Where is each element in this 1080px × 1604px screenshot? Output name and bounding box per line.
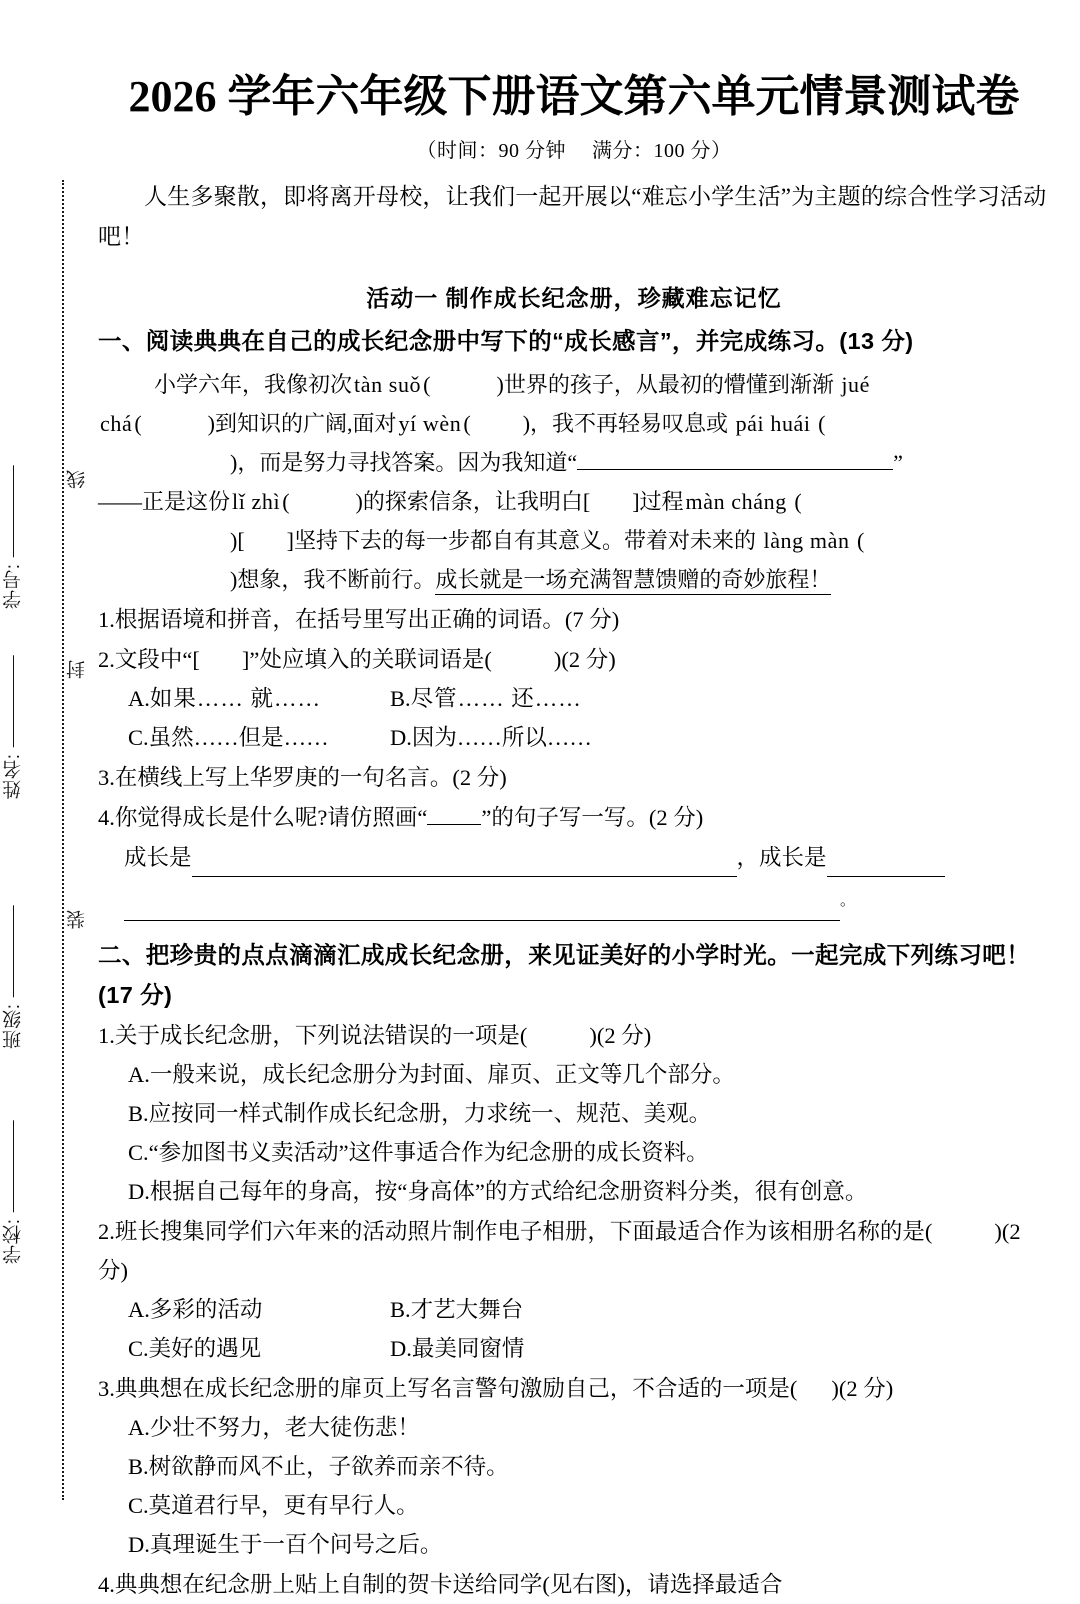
margin-field-class	[0, 905, 46, 1049]
question-score: (7 分)	[564, 606, 620, 632]
page-title: 2026 学年六年级下册语文第六单元情景测试卷	[128, 72, 1020, 121]
option-key: C.	[128, 1335, 149, 1361]
option-key: D.	[128, 1178, 150, 1204]
question-text: ”的句子写一写。	[481, 804, 649, 830]
pinyin-tansuo: tàn suǒ	[354, 371, 422, 397]
option-C[interactable]	[98, 1486, 1050, 1525]
question-score: (2 分)	[648, 804, 704, 830]
option-key: C.	[128, 1492, 149, 1518]
passage-text: 世界的孩子，从最初的懵懂到渐渐	[503, 371, 834, 397]
question-score: )(2 分)	[831, 1375, 894, 1401]
question-text: 文段中“[	[114, 646, 200, 672]
option-C[interactable]	[128, 1329, 390, 1368]
passage-text: )想象，我不断前行。	[230, 566, 436, 592]
question-number: 3.	[98, 764, 115, 790]
option-D[interactable]	[98, 1525, 1050, 1564]
question-text: 根据语境和拼音，在括号里写出正确的词语。	[114, 606, 565, 632]
question-1-2	[98, 640, 1050, 679]
option-row	[98, 718, 1050, 757]
option-text: 应按同一样式制作成长纪念册，力求统一、规范、美观。	[148, 1100, 712, 1126]
question-number: 1.	[98, 606, 115, 632]
option-D[interactable]	[390, 1336, 524, 1361]
question-number: 4.	[98, 804, 115, 830]
passage-text: 的探索信条，让我明白[	[362, 488, 591, 514]
question-text: ]”处应填入的关联词语是(	[241, 646, 492, 672]
question-score: )(2 分)	[553, 646, 616, 672]
passage-text: 小学六年，我像初次	[154, 371, 353, 397]
passage-text: ]过程	[632, 488, 684, 514]
option-B[interactable]	[390, 1297, 523, 1322]
option-text: 尽管…… 还……	[410, 685, 582, 711]
option-text: 因为……所以……	[411, 724, 592, 750]
option-text: 树欲静而风不止，子欲养而亲不待。	[148, 1453, 509, 1479]
question-text: 关于成长纪念册，下列说法错误的一项是(	[114, 1022, 528, 1048]
section-two-heading: 二、把珍贵的点点滴滴汇成成长纪念册，来见证美好的小学时光。一起完成下列练习吧！(17 分)	[98, 941, 1031, 1008]
question-number: 2.	[98, 646, 115, 672]
quote-blank-line[interactable]	[577, 447, 893, 470]
option-text: 美好的遇见	[148, 1335, 262, 1361]
question-score: )(2 分)	[98, 1218, 1021, 1283]
passage-text: ”	[893, 449, 903, 475]
question-1-4	[98, 798, 1050, 837]
answer-prompt: 成长是	[124, 844, 192, 870]
option-A[interactable]	[128, 679, 390, 718]
answer-blank-2[interactable]	[827, 852, 945, 877]
question-2-2	[98, 1212, 1050, 1290]
option-B[interactable]	[390, 686, 582, 711]
passage-text: ——正是这份	[98, 488, 231, 514]
exam-paper-body	[98, 0, 1050, 1597]
exam-total-score: 满分：100 分）	[592, 139, 732, 162]
pinyin-lizhi: lǐ zhì	[232, 488, 281, 514]
question-number: 2.	[98, 1218, 115, 1244]
passage-text: 到知识的广阔,面对	[215, 410, 397, 436]
section-one-heading: 一、阅读典典在自己的成长纪念册中写下的“成长感言”，并完成练习。(13 分)	[98, 327, 914, 354]
option-text: 多彩的活动	[149, 1296, 263, 1322]
option-key: A.	[128, 1296, 150, 1322]
question-score: )(2 分)	[589, 1022, 652, 1048]
option-row	[98, 679, 1050, 718]
margin-field-label: 姓名:	[3, 753, 24, 800]
intro-paragraph: 人生多聚散，即将离开母校，让我们一起开展以“难忘小学生活”为主题的综合性学习活动吧！	[98, 183, 1047, 249]
margin-field-name	[0, 655, 46, 799]
pinyin-langman: làng màn	[763, 527, 850, 553]
option-key: D.	[390, 1335, 412, 1361]
underlined-sentence: 成长就是一场充满智慧馈赠的奇妙旅程！	[435, 567, 831, 595]
option-key: C.	[128, 724, 149, 750]
option-key: B.	[390, 685, 411, 711]
question-2-1	[98, 1016, 1050, 1055]
option-text: 虽然……但是……	[148, 724, 329, 750]
passage-text: ，而是努力寻找答案。因为我知道“	[237, 449, 578, 475]
option-C[interactable]	[128, 718, 390, 757]
question-text: 班长搜集同学们六年来的活动照片制作电子相册，下面最适合作为该相册名称的是(	[114, 1218, 933, 1244]
passage-line-4: ——正是这份lǐ zhì( )的探索信条，让我明白[ ]过程màn cháng (	[98, 488, 802, 514]
option-B[interactable]	[98, 1094, 1050, 1133]
option-A[interactable]	[98, 1408, 1050, 1447]
activity-heading: 活动一 制作成长纪念册，珍藏难忘记忆	[366, 284, 782, 311]
option-text: 莫道君行早，更有早行人。	[148, 1492, 419, 1518]
binding-dotted-line	[62, 180, 64, 1500]
option-key: D.	[390, 724, 412, 750]
seal-char-zhuang: 装	[67, 910, 88, 929]
option-A[interactable]	[98, 1055, 1050, 1094]
passage-line-2: chá( )到知识的广阔,面对yí wèn( )，我不再轻易叹息或 pái huái (	[100, 410, 826, 436]
question-1-4-answer-line-1	[98, 838, 1050, 877]
option-text: 如果…… 就……	[149, 685, 322, 711]
option-D[interactable]	[390, 725, 592, 750]
passage-line-6	[98, 560, 1050, 599]
option-key: B.	[128, 1453, 149, 1479]
option-key: C.	[128, 1139, 149, 1165]
option-row	[98, 1329, 1050, 1368]
option-B[interactable]	[98, 1447, 1050, 1486]
option-text: 最美同窗情	[411, 1335, 525, 1361]
pinyin-manchang: màn cháng	[685, 488, 787, 514]
question-number: 3.	[98, 1375, 115, 1401]
option-text: “参加图书义卖活动”这件事适合作为纪念册的成长资料。	[148, 1139, 709, 1165]
question-text: 典典想在成长纪念册的扉页上写名言警句激励自己，不合适的一项是(	[114, 1375, 798, 1401]
inline-blank	[427, 802, 481, 825]
reading-passage	[98, 365, 1050, 599]
margin-field-label: 学号:	[3, 563, 24, 610]
option-row	[98, 1290, 1050, 1329]
option-text: 根据自己每年的身高，按“身高体”的方式给纪念册资料分类，很有创意。	[149, 1178, 868, 1204]
pinyin-jue: jué	[841, 371, 871, 397]
option-D[interactable]	[98, 1172, 1050, 1211]
passage-line-1: 小学六年，我像初次tàn suǒ( )世界的孩子，从最初的懵懂到渐渐 jué	[154, 371, 871, 397]
pinyin-cha: chá	[100, 410, 133, 436]
option-key: A.	[128, 685, 150, 711]
option-C[interactable]	[98, 1133, 1050, 1172]
exam-meta	[98, 134, 1050, 163]
answer-period: 。	[840, 892, 856, 909]
question-text: 典典想在纪念册上贴上自制的贺卡送给同学(见右图)，请选择最适合	[114, 1571, 783, 1597]
question-2-3	[98, 1369, 1050, 1408]
option-key: A.	[128, 1414, 150, 1440]
margin-field-label: 班级:	[3, 1003, 24, 1050]
question-number: 1.	[98, 1022, 115, 1048]
seal-char-feng: 封	[67, 660, 88, 679]
margin-field-rule	[14, 905, 15, 997]
option-key: B.	[390, 1296, 411, 1322]
margin-field-rule	[14, 1120, 15, 1212]
option-text: 真理诞生于一百个问号之后。	[149, 1531, 443, 1557]
exam-time: （时间：90 分钟	[416, 139, 566, 162]
answer-blank-3[interactable]	[124, 896, 840, 921]
passage-line-5: )[ ]坚持下去的每一步都自有其意义。带着对未来的 làng màn (	[230, 527, 865, 553]
passage-text: ，我不再轻易叹息或	[530, 410, 729, 436]
passage-text: ]坚持下去的每一步都自有其意义。带着对未来的	[286, 527, 756, 553]
question-1-3	[98, 758, 1050, 797]
answer-blank-1[interactable]	[192, 852, 737, 877]
pinyin-paihuai: pái huái	[735, 410, 811, 436]
question-text: 在横线上写上华罗庚的一句名言。	[114, 764, 453, 790]
passage-text: )[	[230, 527, 245, 553]
margin-field-student-id	[0, 465, 46, 609]
option-key: B.	[128, 1100, 149, 1126]
question-number: 4.	[98, 1571, 115, 1597]
binding-margin	[0, 0, 92, 1527]
margin-field-rule	[14, 465, 15, 557]
question-2-4	[98, 1565, 1050, 1604]
margin-field-school	[0, 1120, 46, 1264]
option-text: 一般来说，成长纪念册分为封面、扉页、正文等几个部分。	[149, 1061, 735, 1087]
option-key: A.	[128, 1061, 150, 1087]
answer-prompt: ，成长是	[736, 844, 827, 870]
question-1-1	[98, 600, 1050, 639]
pinyin-yiwen: yí wèn	[398, 410, 462, 436]
option-key: D.	[128, 1531, 150, 1557]
question-text: 你觉得成长是什么呢?请仿照画“	[114, 804, 428, 830]
margin-field-rule	[14, 655, 15, 747]
question-score: (2 分)	[452, 764, 507, 790]
question-1-4-answer-line-2	[98, 878, 1050, 921]
option-A[interactable]	[128, 1290, 390, 1329]
option-text: 少壮不努力，老大徒伤悲！	[149, 1414, 420, 1440]
seal-char-xian: 线	[67, 470, 88, 489]
margin-field-label: 学校:	[3, 1218, 24, 1265]
passage-line-3: )，而是努力寻找答案。因为我知道“ ”	[98, 443, 1050, 482]
option-text: 才艺大舞台	[410, 1296, 524, 1322]
